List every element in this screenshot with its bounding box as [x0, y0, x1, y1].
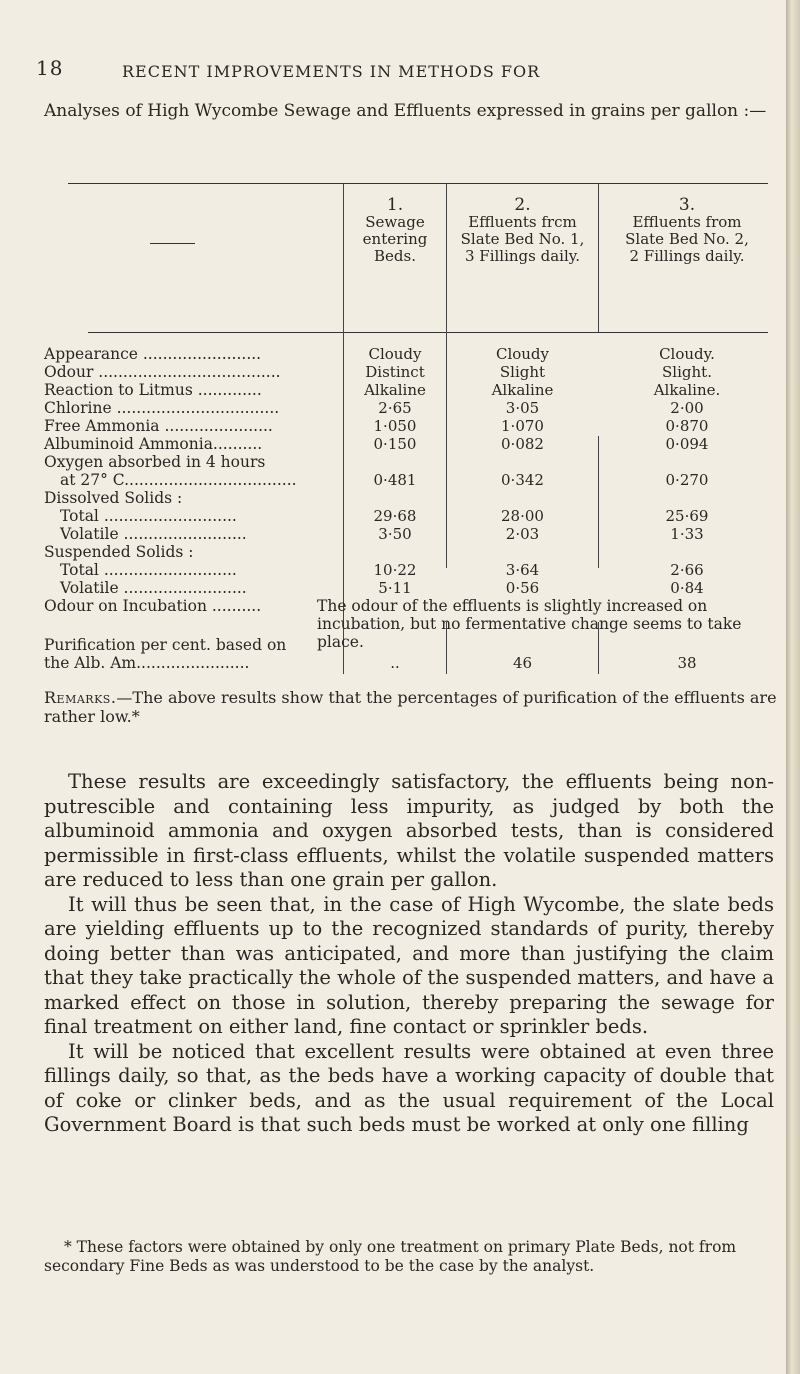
table-cell: 0·870 [665, 417, 709, 435]
table-cell: 38 [677, 654, 697, 672]
remarks [44, 688, 779, 726]
table-cell: Cloudy [368, 345, 422, 363]
table-cell: Cloudy [495, 345, 550, 363]
row-label: at 27° C................................... [60, 471, 297, 489]
table-cell: Distinct [365, 363, 425, 381]
remarks-heading: Remarks. [44, 688, 117, 707]
table-top-rule [68, 183, 768, 184]
table-cell: 0·150 [373, 435, 417, 453]
column-header-line: 2 Fillings daily. [629, 247, 745, 265]
row-label: Oxygen absorbed in 4 hours [44, 453, 266, 471]
column-header-1 [346, 197, 444, 265]
column-header-line: Slate Bed No. 1, [460, 230, 585, 248]
table-cell: 0·270 [665, 471, 709, 489]
table-cell: Cloudy. [659, 345, 715, 363]
table-cell: 2·65 [378, 399, 412, 417]
table-cell: 0·082 [501, 435, 544, 453]
row-label: Purification per cent. based on [44, 636, 287, 654]
table-caption: Analyses of High Wycombe Sewage and Effluents expressed in grains per gallon :— [44, 101, 767, 121]
row-label: Dissolved Solids : [44, 489, 183, 507]
column-header-line: 3 Fillings daily. [464, 247, 581, 265]
table-cell: 1·050 [373, 417, 417, 435]
body-text [44, 770, 774, 1138]
table-cell: 28·00 [501, 507, 544, 525]
row-label: Odour on Incubation .......... [44, 597, 262, 615]
table-cell: Slight. [662, 363, 712, 381]
column-number: 3. [678, 195, 696, 215]
column-header-line: entering [362, 230, 428, 248]
row-label: the Alb. Am....................... [44, 654, 250, 672]
table-cell: 0·481 [373, 471, 417, 489]
table-cell: 10·22 [373, 561, 417, 579]
table-cell: Alkaline. [653, 381, 721, 399]
column-divider-3b [598, 436, 599, 568]
page-edge [786, 0, 800, 1374]
column-divider-2 [446, 184, 447, 568]
row-label: Total ........................... [60, 561, 237, 579]
paragraph: These results are exceedingly satisfactory, the effluents being non-putrescible and containing less impurity, as judged by both the albuminoid ammonia and oxygen absorbed tests, than is considered permissible in first-class effluents, whilst the volatile suspended matters are reduced to less than one grain per gallon. [44, 770, 774, 891]
row-label: Volatile ......................... [60, 579, 247, 597]
column-divider-3 [598, 184, 599, 332]
table-cell: 5·11 [378, 579, 412, 597]
table-cell: 2·03 [505, 525, 540, 543]
row-label: Albuminoid Ammonia.......... [44, 435, 263, 453]
footnote: * These factors were obtained by only one treatment on primary Plate Beds, not from secondary Fine Beds as was understood to be the case by the analyst. [44, 1238, 737, 1275]
odour-incubation-note: The odour of the effluents is slightly increased on incubation, but no fermentative change seems to take place. [317, 597, 742, 651]
table-cell: .. [390, 654, 400, 672]
column-header-line: Effluents frcm [468, 213, 577, 231]
table-cell: 3·64 [505, 561, 540, 579]
row-label: Suspended Solids : [44, 543, 194, 561]
table-cell: 1·33 [670, 525, 704, 543]
table-cell: 25·69 [665, 507, 709, 525]
column-header-line: Beds. [374, 247, 416, 265]
table-cell: 2·00 [670, 399, 704, 417]
row-label: Volatile ......................... [60, 525, 247, 543]
table-cell: 0·84 [670, 579, 704, 597]
column-header-3 [602, 197, 772, 265]
page-number: 18 [36, 56, 64, 80]
table-cell: 2·66 [670, 561, 704, 579]
table-cell: 3·50 [378, 525, 412, 543]
row-label: Total ........................... [60, 507, 237, 525]
table-cell: Alkaline [364, 381, 426, 399]
table-cell: 0·342 [501, 471, 544, 489]
table-cell: Slight [499, 363, 546, 381]
running-head-title: RECENT IMPROVEMENTS IN METHODS FOR [122, 62, 541, 81]
column-number: 1. [386, 195, 404, 215]
column-header-line: Slate Bed No. 2, [625, 230, 749, 248]
table-cell: 29·68 [373, 507, 417, 525]
remarks-text: —The above results show that the percentages of purification of the effluents are rather low.* [44, 688, 777, 726]
table-cell: Alkaline [491, 381, 554, 399]
table-cell: 1·070 [501, 417, 544, 435]
table-cell: 0·094 [665, 435, 709, 453]
column-number: 2. [514, 195, 531, 215]
table-cell: 0·56 [505, 579, 540, 597]
row-label: Free Ammonia ...................... [44, 417, 273, 435]
row-label: Chlorine ................................. [44, 399, 280, 417]
column-header-line: Effluents from [632, 213, 742, 231]
row-label: Odour ..................................... [44, 363, 281, 381]
table-cell: 46 [512, 654, 533, 672]
row-label: Appearance ........................ [44, 345, 262, 363]
table-cell: 3·05 [505, 399, 540, 417]
table-header-rule [88, 332, 768, 333]
column-header-2 [449, 197, 596, 265]
stub-head-dash [150, 243, 195, 244]
row-label: Reaction to Litmus ............. [44, 381, 262, 399]
paragraph: It will thus be seen that, in the case of High Wycombe, the slate beds are yielding effluents up to the recognized standards of purity, thereby doing better than was anticipated, and more than justifying the claim that they take practically the whole of the suspended matters, and have a marked effect on those in solution, thereby preparing the sewage for final treatment on either land, fine contact or sprinkler beds. [44, 892, 774, 1038]
column-header-line: Sewage [365, 213, 425, 231]
paragraph: It will be noticed that excellent results were obtained at even three fillings daily, so that, as the beds have a working capacity of double that of coke or clinker beds, and as the usual requirement of the Local Government Board is that such beds must be worked at only one filling [44, 1039, 774, 1136]
